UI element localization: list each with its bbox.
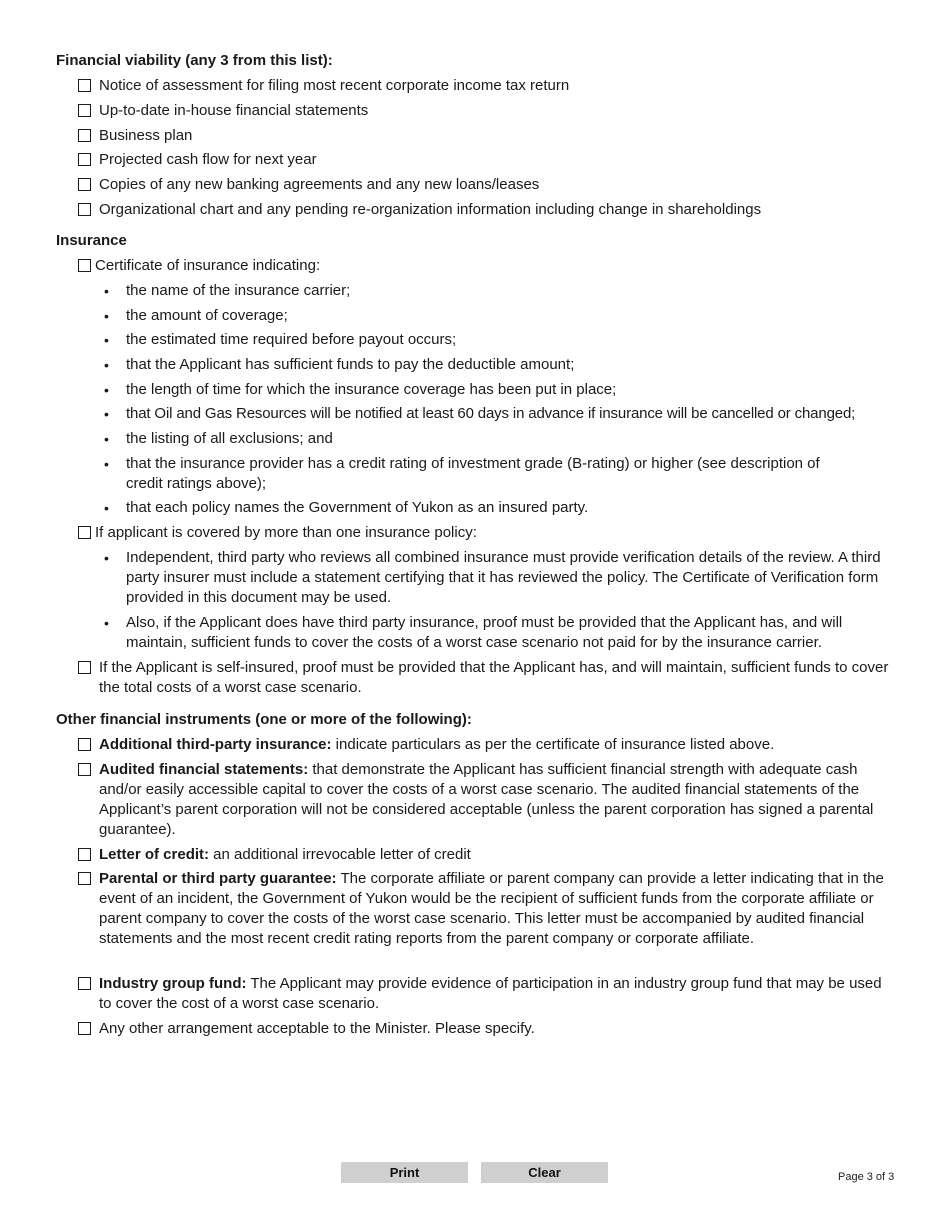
fv-item-notice-of-assessment: Notice of assessment for filing most recent corporate income tax return [78,76,892,96]
other-instruments-heading: Other financial instruments (one or more of the following): [56,711,472,728]
insurance-multiple-policy-item: If applicant is covered by more than one insurance policy: [78,523,892,543]
bullet-icon: • [104,431,109,447]
insurance-heading: Insurance [56,232,127,249]
checkbox[interactable] [78,153,91,166]
list-item: • the estimated time required before payout occurs; [104,331,457,348]
bullet-icon: • [104,332,109,348]
insurance-self-insured-item: If the Applicant is self-insured, proof must be provided that the Applicant has, and will maintain, sufficient funds to cover the total costs of a worst case scenario. [78,658,900,698]
checkbox[interactable] [78,1022,91,1035]
list-item: • that Oil and Gas Resources will be notified at least 60 days in advance if insurance will be cancelled or changed; [104,405,856,422]
checkbox[interactable] [78,872,91,885]
checkbox[interactable] [78,848,91,861]
list-item: • Also, if the Applicant does have third party insurance, proof must be provided that the Applicant has, and will maintain, sufficient funds to cover the costs of a worst case scenario not paid for by the insurance carrier. [104,614,843,651]
financial-viability-heading: Financial viability (any 3 from this list): [56,52,333,69]
list-item: • that the Applicant has sufficient funds to pay the deductible amount; [104,356,575,373]
list-item: • the listing of all exclusions; and [104,430,333,447]
fv-item-cash-flow: Projected cash flow for next year [78,150,892,170]
list-item: • the amount of coverage; [104,307,288,324]
bullet-icon: • [104,550,109,566]
bullet-icon: • [104,500,109,516]
list-item: • the length of time for which the insurance coverage has been put in place; [104,381,617,398]
checkbox[interactable] [78,178,91,191]
oi-item-letter-of-credit: Letter of credit: an additional irrevocable letter of credit [78,845,892,865]
oi-item-other-arrangement: Any other arrangement acceptable to the Minister. Please specify. [78,1019,892,1039]
checkbox[interactable] [78,526,91,539]
page-number: Page 3 of 3 [838,1171,895,1183]
list-item: • the name of the insurance carrier; [104,282,351,299]
bullet-icon: • [104,308,109,324]
checkbox[interactable] [78,259,91,272]
checkbox[interactable] [78,661,91,674]
oi-item-additional-insurance: Additional third-party insurance: indicate particulars as per the certificate of insurance listed above. [78,735,892,755]
checkbox[interactable] [78,203,91,216]
bullet-icon: • [104,406,109,422]
fv-item-banking-agreements: Copies of any new banking agreements and any new loans/leases [78,175,892,195]
bullet-icon: • [104,357,109,373]
list-item: • that each policy names the Government of Yukon as an insured party. [104,499,589,516]
oi-item-audited-statements: Audited financial statements: that demonstrate the Applicant has sufficient financial strength with adequate cash and/or easily accessible capital to cover the costs of a worst case scenario. The audited financial statements of the Applicant’s parent corporation will not be considered acceptable (unless the parent corporation has signed a parental guarantee). [78,760,900,840]
checkbox[interactable] [78,104,91,117]
list-item: • that the insurance provider has a credit rating of investment grade (B-rating) or higher (see description of credit ratings above); [104,455,820,492]
oi-item-parental-guarantee: Parental or third party guarantee: The corporate affiliate or parent company can provide a letter indicating that in the event of an incident, the Government of Yukon would be the recipient of sufficient funds from the corporate affiliate or parent company to cover the costs of the worst case scenario. This letter must be accompanied by audited financial statements and the most recent credit rating reports from the parent company or corporate affiliate. [78,869,895,949]
oi-item-industry-fund: Industry group fund: The Applicant may provide evidence of participation in an industry group fund that may be used to cover the cost of a worst case scenario. [78,974,890,1014]
fv-item-financial-statements: Up-to-date in-house financial statements [78,101,892,121]
clear-button[interactable]: Clear [481,1162,608,1183]
bullet-icon: • [104,456,109,472]
bullet-icon: • [104,283,109,299]
list-item: • Independent, third party who reviews all combined insurance must provide verification details of the review. A third party insurer must include a statement certifying that it has reviewed the policy. The Certificate of Verification form provided in this document may be used. [104,549,881,606]
fv-item-business-plan: Business plan [78,126,892,146]
bullet-icon: • [104,382,109,398]
insurance-certificate-item: Certificate of insurance indicating: [78,256,892,276]
fv-item-org-chart: Organizational chart and any pending re-organization information including change in shareholdings [78,200,892,220]
checkbox[interactable] [78,738,91,751]
checkbox[interactable] [78,129,91,142]
print-button[interactable]: Print [341,1162,468,1183]
checkbox[interactable] [78,977,91,990]
checkbox[interactable] [78,79,91,92]
bullet-icon: • [104,615,109,631]
checkbox[interactable] [78,763,91,776]
